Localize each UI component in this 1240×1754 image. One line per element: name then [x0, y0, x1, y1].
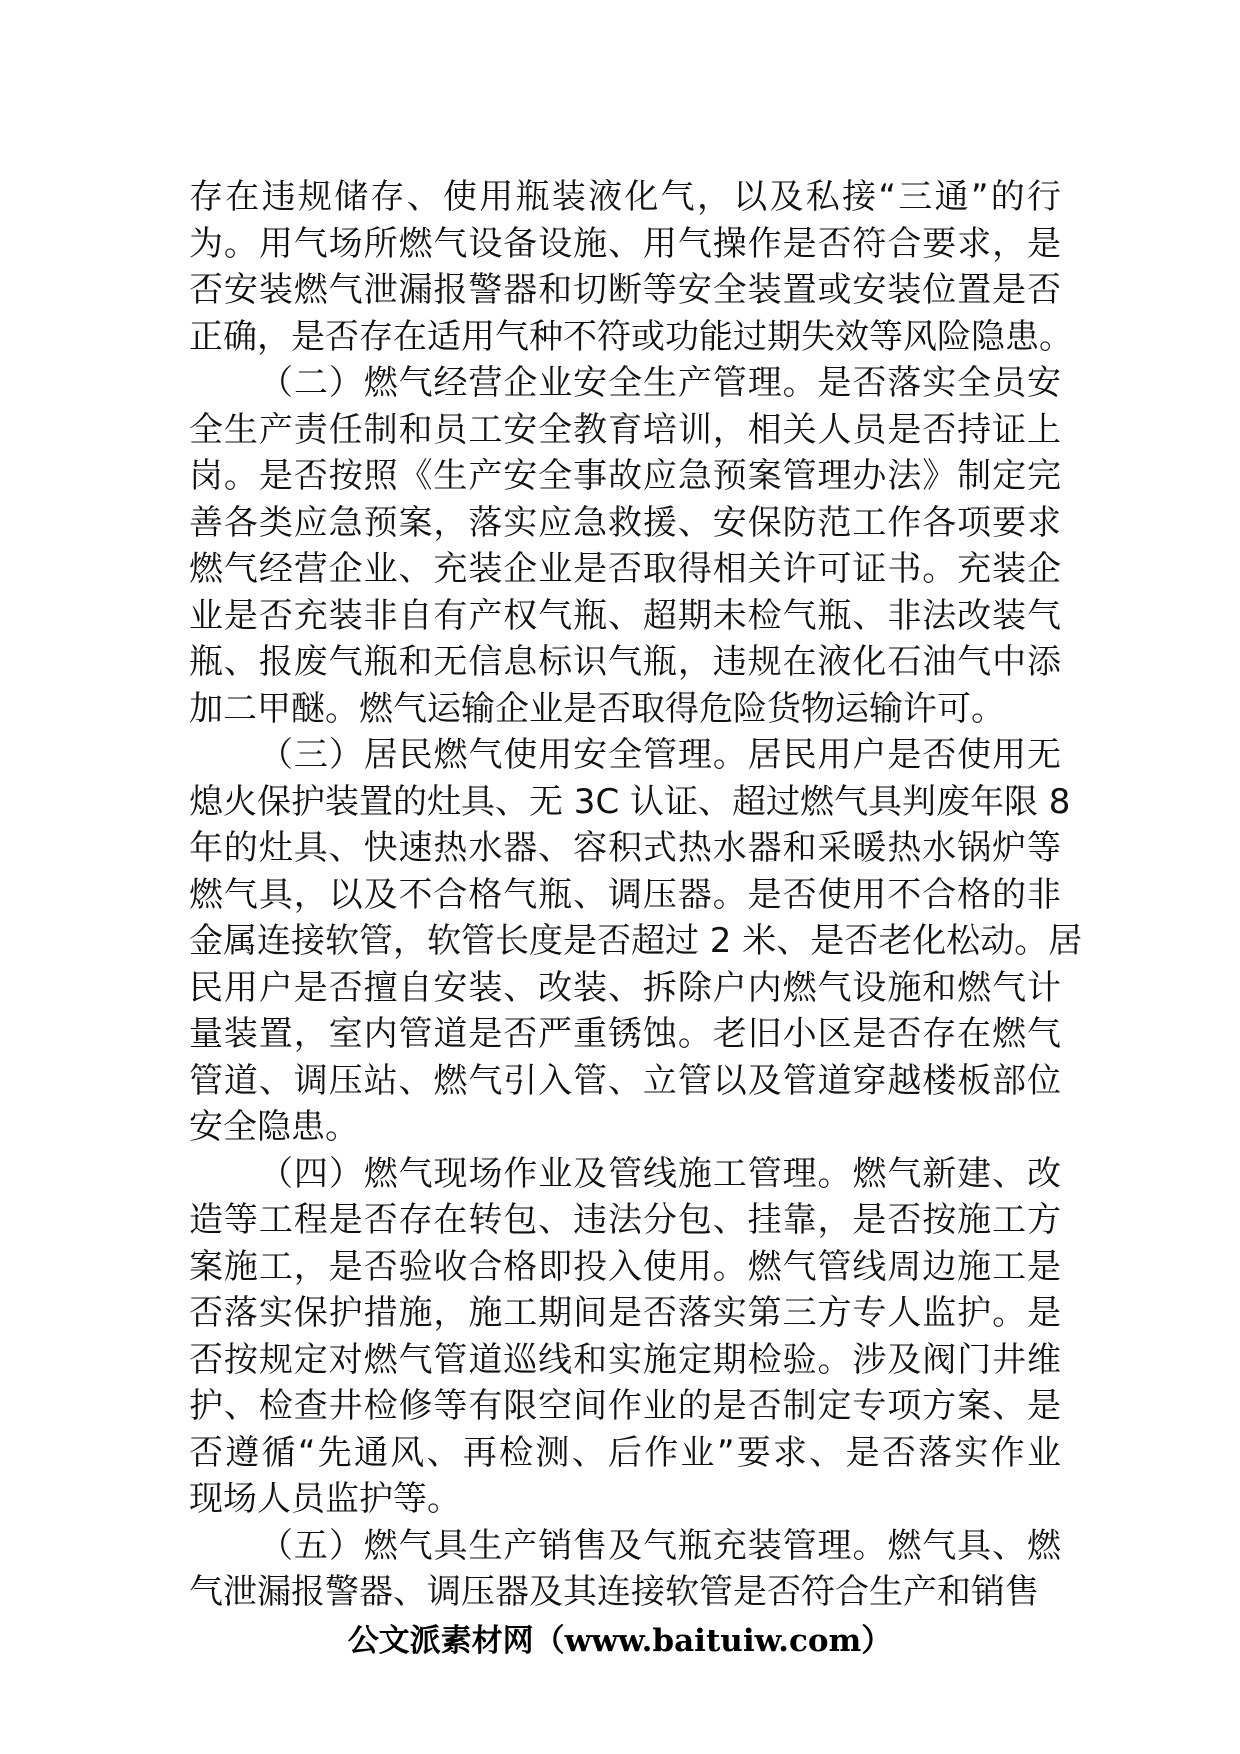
text-line: 业是否充装非自有产权气瓶、超期未检气瓶、非法改装气: [189, 595, 1061, 636]
text-line: 岗。是否按照《生产安全事故应急预案管理办法》制定完: [189, 456, 1061, 496]
text-line: 年的灶具、快速热水器、容积式热水器和采暖热水锅炉等: [189, 828, 1061, 868]
paragraph: [189, 1523, 1061, 1616]
text-line: 否遵循“先通风、再检测、后作业”要求、是否落实作业: [189, 1432, 1061, 1473]
text-line: 气泄漏报警器、调压器及其连接软管是否符合生产和销售: [189, 1572, 1039, 1612]
page-footer: 公文派素材网（www.baituiw.com）: [347, 1623, 893, 1659]
body-text: [189, 174, 1083, 1616]
text-line: 燃气具，以及不合格气瓶、调压器。是否使用不合格的非: [189, 874, 1061, 915]
text-line: 正确，是否存在适用气种不符或功能过期失效等风险隐患。: [189, 316, 1073, 357]
paragraph: [189, 360, 1061, 732]
text-line: 造等工程是否存在转包、违法分包、挂靠，是否按施工方: [189, 1200, 1061, 1240]
paragraph: [189, 1151, 1061, 1523]
text-line: 金属连接软管，软管长度是否超过 2 米、是否老化松动。居: [189, 921, 1083, 961]
text-line: 现场人员监护等。: [189, 1479, 461, 1519]
text-line: 瓶、报废气瓶和无信息标识气瓶，违规在液化石油气中添: [189, 642, 1061, 682]
text-line: 护、检查井检修等有限空间作业的是否制定专项方案、是: [189, 1386, 1061, 1426]
text-line: 否落实保护措施，施工期间是否落实第三方专人监护。是: [189, 1293, 1061, 1333]
text-line: （五）燃气具生产销售及气瓶充装管理。燃气具、燃: [259, 1525, 1061, 1566]
text-line: （二）燃气经营企业安全生产管理。是否落实全员安: [259, 363, 1061, 403]
paragraph: [189, 174, 1073, 360]
text-line: 熄火保护装置的灶具、无 3C 认证、超过燃气具判废年限 8: [189, 781, 1071, 822]
text-line: 加二甲醚。燃气运输企业是否取得危险货物运输许可。: [189, 688, 1005, 729]
text-line: 全生产责任制和员工安全教育培训，相关人员是否持证上: [189, 409, 1061, 450]
text-line: 为。用气场所燃气设备设施、用气操作是否符合要求，是: [189, 223, 1061, 264]
text-line: 民用户是否擅自安装、改装、拆除户内燃气设施和燃气计: [189, 967, 1061, 1008]
paragraph: [189, 732, 1083, 1151]
text-line: 否安装燃气泄漏报警器和切断等安全装置或安装位置是否: [189, 270, 1061, 310]
text-line: （四）燃气现场作业及管线施工管理。燃气新建、改: [259, 1153, 1061, 1194]
text-line: 善各类应急预案，落实应急救援、安保防范工作各项要求: [189, 502, 1061, 543]
text-line: （三）居民燃气使用安全管理。居民用户是否使用无: [259, 735, 1061, 775]
text-line: 存在违规储存、使用瓶装液化气，以及私接“三通”的行: [189, 177, 1061, 217]
text-line: 否按规定对燃气管道巡线和实施定期检验。涉及阀门井维: [189, 1339, 1061, 1380]
text-line: 案施工，是否验收合格即投入使用。燃气管线周边施工是: [189, 1246, 1061, 1287]
text-line: 燃气经营企业、充装企业是否取得相关许可证书。充装企: [189, 549, 1061, 589]
text-line: 安全隐患。: [189, 1107, 359, 1147]
text-line: 管道、调压站、燃气引入管、立管以及管道穿越楼板部位: [189, 1060, 1061, 1101]
text-line: 量装置，室内管道是否严重锈蚀。老旧小区是否存在燃气: [189, 1014, 1061, 1054]
